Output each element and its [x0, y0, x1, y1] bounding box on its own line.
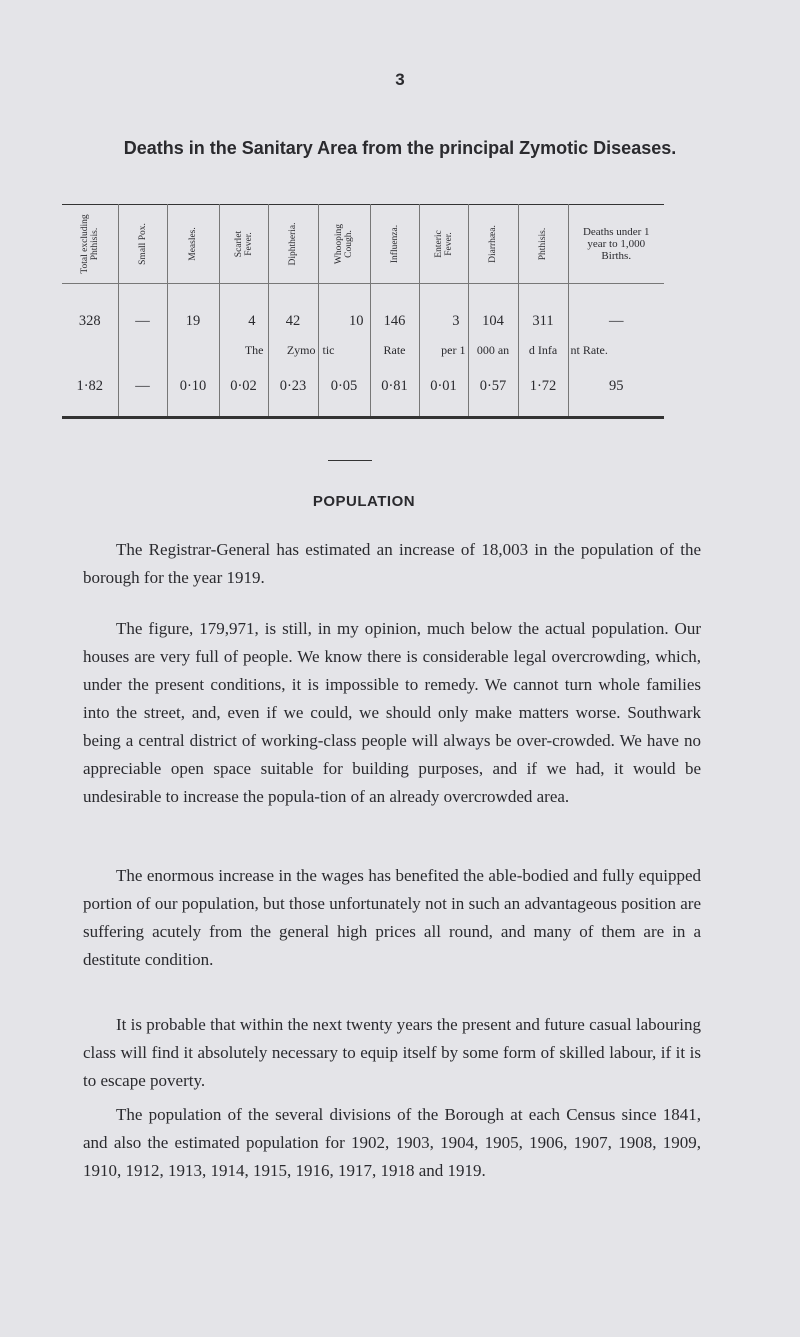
column-header [167, 205, 219, 284]
table-cell: 000 an [468, 336, 518, 364]
column-header [468, 205, 518, 284]
table-cell: 0·57 [468, 364, 518, 418]
table-cell: 0·81 [370, 364, 419, 418]
header-label: Measles. [188, 227, 198, 261]
paragraph: The enormous increase in the wages has benefited the able-bodied and fully equipped portion of our population, but those unfortunately not in such an advantageous position are suffering acutely from the general high prices all round, and many of them are in a destitute condition. [83, 866, 701, 969]
table-cell: 0·10 [167, 364, 219, 418]
table-cell: 104 [468, 284, 518, 337]
table-cell: 3 [419, 284, 468, 337]
table-cell [62, 336, 118, 364]
table-cell [167, 336, 219, 364]
table-cell: 19 [167, 284, 219, 337]
column-header [518, 205, 568, 284]
header-label: Scarlet Fever. [233, 230, 254, 258]
header-label: Phthisis. [538, 227, 548, 261]
header-label: Diphtheria. [288, 222, 298, 266]
table-cell: nt Rate. [568, 336, 664, 364]
paragraph: The population of the several divisions of the Borough at each Census since 1841, and also the estimated population for 1902, 1903, 1904, 1905, 1906, 1907, 1908, 1909, 1910, 1912, 1913, 1914, 1915, 1916, 1917, 1918 and 1919. [83, 1105, 701, 1180]
column-header [219, 205, 268, 284]
header-label: Deaths under 1 year to 1,000 Births. [582, 226, 650, 262]
column-header [62, 205, 118, 284]
paragraph: The figure, 179,971, is still, in my opinion, much below the actual population. Our houses are very full of people. We know there is considerable legal overcrowding, which, under the present conditions, it is impossible to remedy. We cannot turn whole families into the street, and, even if we could, we should only make matters worse. Southwark being a central district of working-class people will always be over-crowded. We have no appreciable open space suitable for building purposes, and if we had, it would be undesirable to increase the popula-tion of an already overcrowded area. [83, 619, 701, 806]
table-cell: 311 [518, 284, 568, 337]
table-cell: 328 [78, 312, 101, 329]
table-cell: 0·01 [419, 364, 468, 418]
table-cell: 95 [568, 364, 664, 418]
zymotic-deaths-table [62, 204, 664, 419]
table-row-rates [62, 364, 664, 418]
table-cell: 0·05 [318, 364, 370, 418]
section-heading: POPULATION [312, 493, 416, 510]
table-cell: — [118, 284, 167, 337]
table-cell: The [219, 336, 268, 364]
column-header [318, 205, 370, 284]
table-cell: 4 [219, 284, 268, 337]
header-label: Total excluding Phthisis. [79, 214, 100, 274]
header-label: Diarrhæa. [488, 225, 498, 263]
table-cell: Zymo [268, 336, 318, 364]
table-header-row [62, 205, 664, 284]
column-header [568, 205, 664, 284]
section-divider [328, 460, 372, 461]
table-cell: — [118, 364, 167, 418]
table-cell: per 1 [419, 336, 468, 364]
table-cell: 42 [268, 284, 318, 337]
table-cell: tic [318, 336, 370, 364]
paragraph: The Registrar-General has estimated an increase of 18,003 in the population of the borough for the year 1919. [83, 540, 701, 587]
column-header [118, 205, 167, 284]
table-cell: 0·23 [268, 364, 318, 418]
header-label: Small Pox. [137, 223, 148, 265]
column-header [268, 205, 318, 284]
table-row-deaths [62, 284, 664, 337]
header-label: Enteric Fever. [433, 230, 454, 258]
column-header [370, 205, 419, 284]
table-cell: 1·72 [518, 364, 568, 418]
header-label: Influenza. [389, 224, 400, 264]
table-row-caption [62, 336, 664, 364]
table-cell: 1·82 [76, 377, 104, 394]
paragraph: It is probable that within the next twenty years the present and future casual labouring class will find it absolutely necessary to equip itself by some form of skilled labour, if it is to escape poverty. [83, 1015, 701, 1090]
table-cell: 0·02 [219, 364, 268, 418]
table-cell [118, 336, 167, 364]
table-cell: 10 [318, 284, 370, 337]
table-cell: — [568, 284, 664, 337]
table-cell: Rate [370, 336, 419, 364]
table-cell: d Infa [518, 336, 568, 364]
header-label: Whooping Cough. [334, 223, 354, 265]
column-header [419, 205, 468, 284]
table-cell: 146 [370, 284, 419, 337]
page-number: 3 [395, 70, 405, 89]
table-title: Deaths in the Sanitary Area from the principal Zymotic Diseases. [123, 138, 677, 158]
